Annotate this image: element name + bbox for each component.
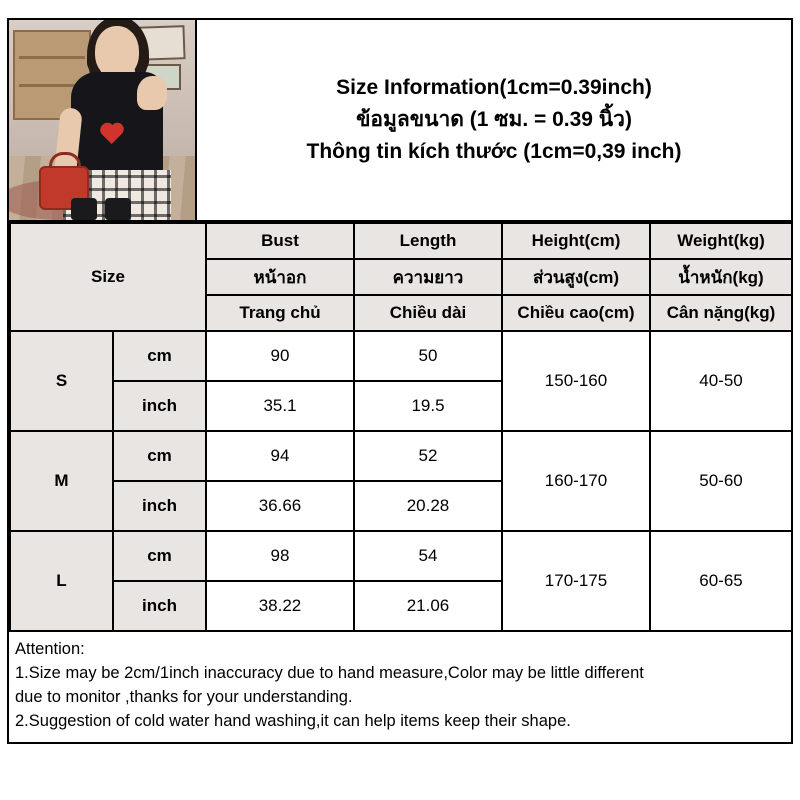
cell-bust-inch-s: 35.1 [206, 381, 354, 431]
cell-bust-cm-m: 94 [206, 431, 354, 481]
col-header-bust-en: Bust [206, 223, 354, 259]
cell-length-inch-s: 19.5 [354, 381, 502, 431]
unit-cell-cm: cm [113, 331, 206, 381]
size-header-cell: Size [10, 223, 206, 331]
model-boot [105, 198, 131, 220]
col-header-height-vi: Chiều cao(cm) [502, 295, 650, 331]
cell-length-cm-s: 50 [354, 331, 502, 381]
col-header-weight-vi: Cân nặng(kg) [650, 295, 792, 331]
col-header-height-th: ส่วนสูง(cm) [502, 259, 650, 295]
cell-height-l: 170-175 [502, 531, 650, 631]
cell-height-m: 160-170 [502, 431, 650, 531]
attention-block [9, 632, 791, 742]
cell-length-inch-m: 20.28 [354, 481, 502, 531]
attention-line-1b: due to monitor ,thanks for your understanding. [15, 687, 353, 706]
cell-length-cm-l: 54 [354, 531, 502, 581]
model-shoulder [137, 76, 167, 110]
cell-bust-cm-s: 90 [206, 331, 354, 381]
cell-length-cm-m: 52 [354, 431, 502, 481]
cell-bust-cm-l: 98 [206, 531, 354, 581]
chart-title-block [197, 20, 791, 220]
attention-line-1a: 1.Size may be 2cm/1inch inaccuracy due to hand measure,Color may be little different [15, 663, 644, 682]
col-header-weight-en: Weight(kg) [650, 223, 792, 259]
cell-weight-l: 60-65 [650, 531, 792, 631]
chart-header [9, 20, 791, 222]
attention-line-2: 2.Suggestion of cold water hand washing,it can help items keep their shape. [15, 711, 571, 730]
cell-bust-inch-l: 38.22 [206, 581, 354, 631]
table-row [10, 331, 792, 381]
unit-cell-inch: inch [113, 381, 206, 431]
cell-weight-m: 50-60 [650, 431, 792, 531]
unit-cell-inch: inch [113, 481, 206, 531]
table-header-row-en [10, 223, 792, 259]
attention-heading: Attention: [15, 640, 85, 658]
product-photo [9, 20, 197, 220]
size-table [9, 222, 793, 632]
cell-length-inch-l: 21.06 [354, 581, 502, 631]
cell-height-s: 150-160 [502, 331, 650, 431]
col-header-weight-th: น้ำหนัก(kg) [650, 259, 792, 295]
table-row [10, 431, 792, 481]
size-chart-container [7, 18, 793, 744]
col-header-height-en: Height(cm) [502, 223, 650, 259]
col-header-length-vi: Chiều dài [354, 295, 502, 331]
title-english: Size Information(1cm=0.39inch) [336, 75, 652, 99]
unit-cell-cm: cm [113, 531, 206, 581]
title-vietnamese: Thông tin kích thước (1cm=0,39 inch) [306, 140, 682, 164]
cell-bust-inch-m: 36.66 [206, 481, 354, 531]
model-boot [71, 198, 97, 220]
title-thai: ข้อมูลขนาด (1 ซม. = 0.39 นิ้ว) [356, 107, 632, 131]
table-row [10, 531, 792, 581]
col-header-bust-vi: Trang chủ [206, 295, 354, 331]
unit-cell-inch: inch [113, 581, 206, 631]
row-size-label-s: S [10, 331, 113, 431]
cell-weight-s: 40-50 [650, 331, 792, 431]
unit-cell-cm: cm [113, 431, 206, 481]
model-head [95, 26, 139, 78]
col-header-bust-th: หน้าอก [206, 259, 354, 295]
col-header-length-th: ความยาว [354, 259, 502, 295]
row-size-label-l: L [10, 531, 113, 631]
row-size-label-m: M [10, 431, 113, 531]
col-header-length-en: Length [354, 223, 502, 259]
